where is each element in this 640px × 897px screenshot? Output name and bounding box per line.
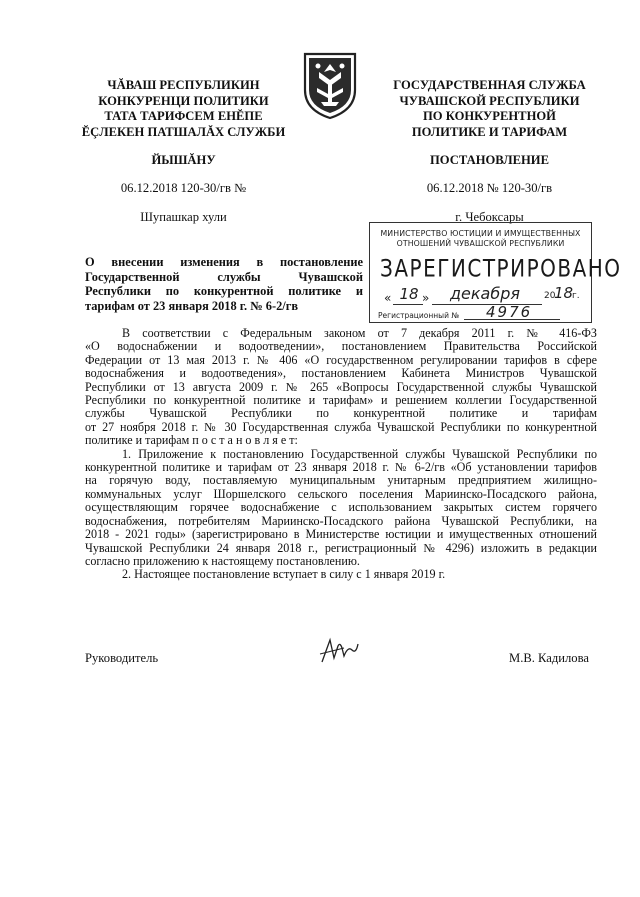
body-line: службы Чувашской Республики по конкурентной политике и тарифам — [85, 406, 597, 421]
body-line: 2018 - 2021 годы» (зарегистрировано в Министерстве юстиции и имущественных отношений — [85, 527, 597, 542]
body-line: Чувашской Республики 24 января 2018 г., регистрационный № 4296) изложить в редакции — [85, 540, 597, 555]
stamp-day: 18 — [399, 285, 419, 303]
chuvash-coat-of-arms-icon — [299, 50, 361, 120]
doc-date-russian: 06.12.2018 № 120-30/гв — [426, 181, 553, 195]
header-right-line: ПО КОНКУРЕНТНОЙ — [423, 109, 556, 123]
stamp-org-line: ОТНОШЕНИЙ ЧУВАШСКОЙ РЕСПУБЛИКИ — [396, 238, 565, 248]
body-line: конкурентной политике и тарифам от 23 января 2018 г. № 6-2/гв «Об установлении тарифов — [85, 460, 597, 475]
body-line: Федерации от 13 мая 2013 г. № 406 «О государственном регулировании тарифов в сфере — [85, 352, 597, 367]
body-line: водоснабжения, потребителям Мариинско-Посадского района Чувашской Республики, на — [85, 513, 597, 528]
stamp-year-prefix: 20 — [544, 291, 556, 301]
stamp-day-underline — [393, 304, 423, 305]
signer-title: Руководитель — [85, 651, 159, 665]
stamp-year-suffix: г. — [572, 291, 580, 301]
body-line: 1. Приложение к постановлению Государственной службы Чувашской Республики по — [122, 446, 597, 461]
stamp-quote-open: « — [384, 291, 392, 305]
body-line: водоснабжения и водоотведения», постановлением Кабинета Министров Чувашской — [85, 366, 597, 381]
header-russian-org — [382, 78, 597, 140]
body-line: Республики по конкурентной политике и тарифам» и решением коллегии Государственной — [85, 393, 597, 408]
doc-type-russian: ПОСТАНОВЛЕНИЕ — [430, 153, 549, 167]
body-line: согласно приложению к настоящему постановлению. — [85, 553, 360, 568]
stamp-quote-close: » — [422, 291, 430, 305]
body-line: политике и тарифам п о с т а н о в л я е т: — [85, 433, 298, 448]
stamp-reg-underline — [464, 319, 560, 320]
body-line: коммунальных услуг Шоршелского сельского поселения Мариинско-Посадского района, — [85, 486, 597, 501]
stamp-organization — [370, 229, 591, 248]
doc-type-chuvash: ЙЫШĂНУ — [151, 153, 216, 167]
subject-line: тарифам от 23 января 2018 г. № 6-2/гв — [85, 298, 299, 313]
header-chuvash-org — [76, 78, 291, 140]
document-body — [85, 327, 597, 582]
registration-stamp — [369, 222, 622, 323]
header-right-line: ЧУВАШСКОЙ РЕСПУБЛИКИ — [399, 93, 580, 108]
stamp-date — [384, 284, 584, 311]
subject-line: Республики по конкурентной политике и — [85, 284, 363, 298]
body-line: осуществляющим горячее водоснабжение с использованием закрытых систем горячего — [85, 500, 597, 515]
body-line: Республики от 13 августа 2009 г. № 265 «Вопросы Государственной службы Чувашской — [85, 379, 597, 394]
header-left-line: ТАТА ТАРИФСЕМ ЕНĔПЕ — [104, 109, 263, 123]
document-subject — [85, 255, 363, 313]
body-line: 2. Настоящее постановление вступает в силу с 1 января 2019 г. — [122, 567, 446, 582]
header-right-line: ГОСУДАРСТВЕННАЯ СЛУЖБА — [393, 78, 586, 92]
header-right-line: ПОЛИТИКЕ И ТАРИФАМ — [411, 124, 568, 139]
header-left-line: ЧĂВАШ РЕСПУБЛИКИН — [107, 78, 260, 92]
stamp-reg-number: 4976 — [486, 303, 533, 321]
body-line: от 27 ноября 2018 г. № 30 Государственная служба Чувашской Республики по конкурентной — [85, 419, 597, 434]
header-left-line: ĔÇЛЕКЕН ПАТШАЛĂХ СЛУЖБИ — [81, 124, 286, 139]
doc-date-chuvash: 06.12.2018 120-30/гв № — [120, 181, 247, 195]
handwritten-signature — [318, 636, 362, 666]
stamp-registered-label: ЗАРЕГИСТРИРОВАНО — [380, 253, 622, 283]
signer-name: М.В. Кадилова — [509, 651, 589, 665]
stamp-reg-label: Регистрационный № — [378, 311, 460, 320]
place-chuvash: Шупашкар хули — [140, 210, 227, 224]
stamp-org-line: МИНИСТЕРСТВО ЮСТИЦИИ И ИМУЩЕСТВЕННЫХ — [380, 229, 581, 238]
body-line: В соответствии с Федеральным законом от 7 декабря 2011 г. № 416-ФЗ — [122, 326, 597, 340]
stamp-month: декабря — [449, 284, 521, 303]
subject-line: О внесении изменения в постановление — [85, 255, 363, 269]
subject-line: Государственной службы Чувашской — [85, 269, 363, 284]
place-russian: г. Чебоксары — [455, 210, 524, 224]
body-line: «О водоснабжении и водоотведении», постановлением Правительства Российской — [85, 339, 597, 354]
stamp-year: 18 — [554, 284, 574, 302]
header-left-line: КОНКУРЕНЦИ ПОЛИТИКИ — [98, 93, 269, 108]
body-line: на горячую воду, поставляемую муниципальным унитарным предприятием жилищно- — [85, 473, 597, 488]
